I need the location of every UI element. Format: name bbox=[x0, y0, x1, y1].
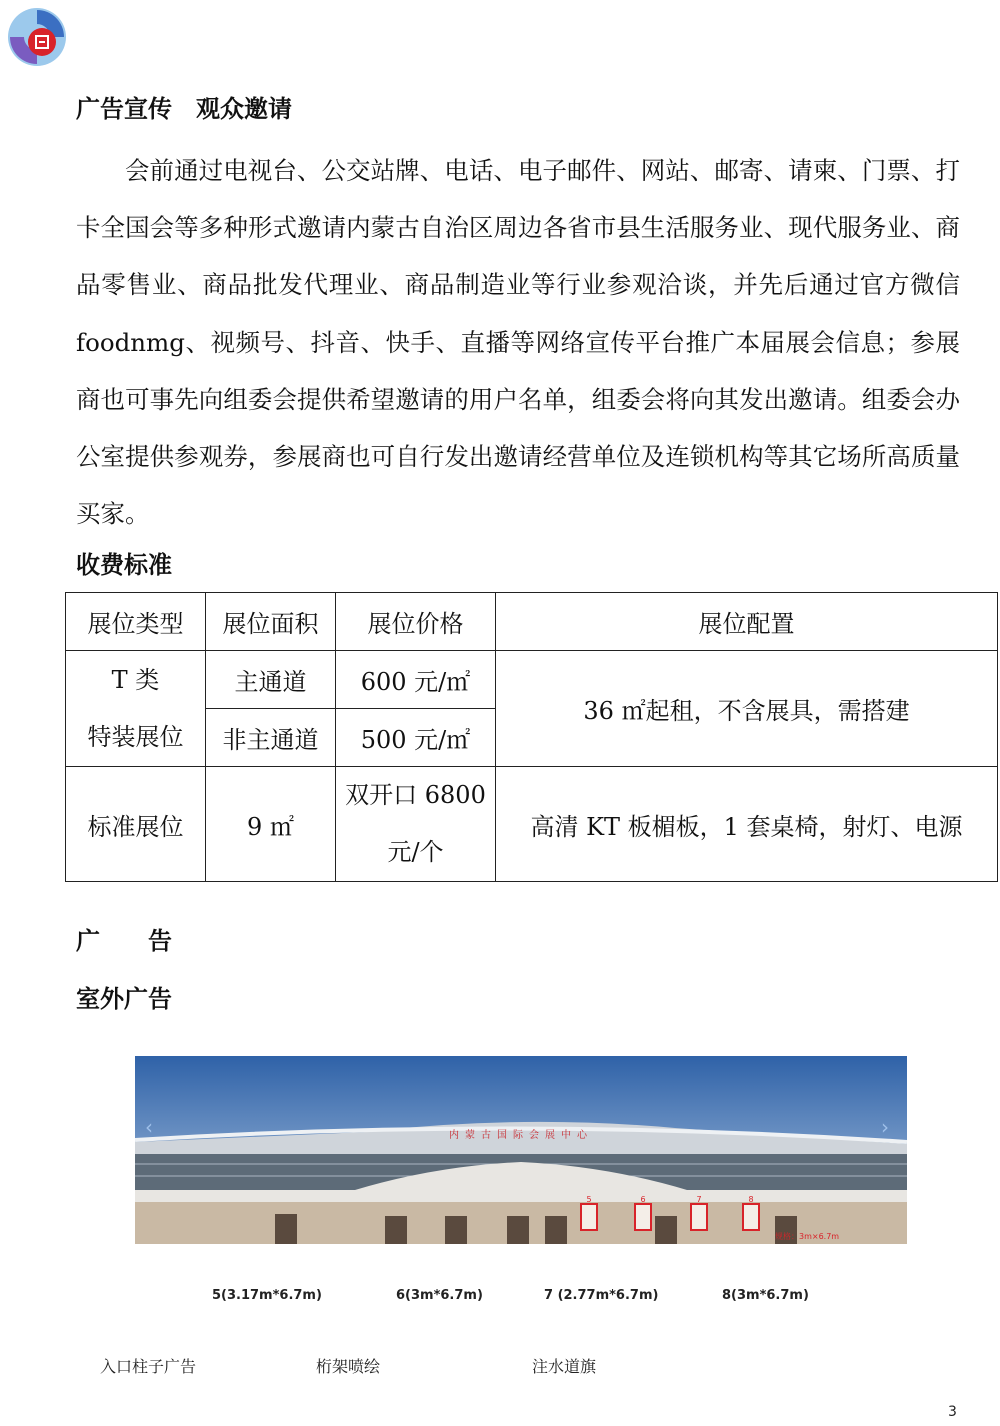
outdoor-heading: 室外广告 bbox=[76, 985, 172, 1013]
ad-panel-7 bbox=[691, 1204, 707, 1230]
page-number: 3 bbox=[948, 1404, 957, 1420]
panel-num-7: 7 bbox=[696, 1195, 702, 1204]
label-truss-print: 桁架喷绘 bbox=[316, 1357, 381, 1376]
t-type-line2: 特装展位 bbox=[87, 722, 184, 751]
panel-num-5: 5 bbox=[586, 1195, 592, 1204]
prev-arrow-icon[interactable]: ‹ bbox=[145, 1115, 153, 1139]
caption-8: 8(3m*6.7m) bbox=[722, 1288, 809, 1303]
label-water-flag: 注水道旗 bbox=[532, 1357, 597, 1376]
main-aisle-price: 600 元/㎡ bbox=[336, 651, 496, 709]
caption-6: 6(3m*6.7m) bbox=[396, 1288, 483, 1303]
std-price-line2: 元/个 bbox=[387, 838, 444, 866]
std-type-cell: 标准展位 bbox=[66, 767, 206, 882]
t-type-line1: T 类 bbox=[111, 665, 160, 694]
fee-table bbox=[65, 592, 998, 882]
caption-5: 5(3.17m*6.7m) bbox=[212, 1288, 322, 1303]
header-booth-config: 展位配置 bbox=[496, 593, 998, 651]
promo-heading: 广告宣传 观众邀请 bbox=[76, 95, 292, 123]
t-config-cell: 36 ㎡起租，不含展具，需搭建 bbox=[496, 651, 998, 767]
panel-num-8: 8 bbox=[748, 1195, 754, 1204]
std-area-cell: 9 ㎡ bbox=[206, 767, 336, 882]
caption-7: 7 (2.77m*6.7m) bbox=[544, 1288, 659, 1303]
non-main-aisle-cell: 非主通道 bbox=[206, 709, 336, 767]
ads-heading: 广 告 bbox=[76, 927, 172, 955]
t-type-cell bbox=[66, 651, 206, 767]
exhibition-center-photo bbox=[135, 1056, 907, 1244]
std-price-cell bbox=[336, 767, 496, 882]
ad-panel-6 bbox=[635, 1204, 651, 1230]
spec-text: 规格：3m×6.7m bbox=[775, 1232, 840, 1241]
ad-panel-5 bbox=[581, 1204, 597, 1230]
main-aisle-cell: 主通道 bbox=[206, 651, 336, 709]
promo-paragraph: 会前通过电视台、公交站牌、电话、电子邮件、网站、邮寄、请柬、门票、打卡全国会等多种形式邀请内蒙古自治区周边各省市县生活服务业、现代服务业、商品零售业、商品批发代理业、商品制造业等行业参观洽谈，并先后通过官方微信 foodnmg、视频号、抖音、快手、直播等网络宣传平台推广本届展会信息；参展商也可事先向组委会提供希望邀请的用户名单，组委会将向其发出邀请。组委会办公室提供参观券，参展商也可自行发出邀请经营单位及连锁机构等其它场所高质量买家。 bbox=[76, 156, 960, 529]
std-price-line1: 双开口 6800 bbox=[345, 781, 486, 809]
non-main-aisle-price: 500 元/㎡ bbox=[336, 709, 496, 767]
label-entrance-pillar-ad: 入口柱子广告 bbox=[100, 1357, 197, 1376]
roof-banner-text: 内蒙古国际会展中心 bbox=[449, 1130, 593, 1141]
fees-heading: 收费标准 bbox=[76, 551, 172, 579]
exhibition-logo bbox=[6, 6, 68, 68]
std-config-cell: 高清 KT 板楣板，1 套桌椅，射灯、电源 bbox=[496, 767, 998, 882]
ad-panel-8 bbox=[743, 1204, 759, 1230]
header-booth-price: 展位价格 bbox=[336, 593, 496, 651]
next-arrow-icon[interactable]: › bbox=[881, 1115, 889, 1139]
header-booth-area: 展位面积 bbox=[206, 593, 336, 651]
panel-num-6: 6 bbox=[640, 1195, 646, 1204]
header-booth-type: 展位类型 bbox=[66, 593, 206, 651]
